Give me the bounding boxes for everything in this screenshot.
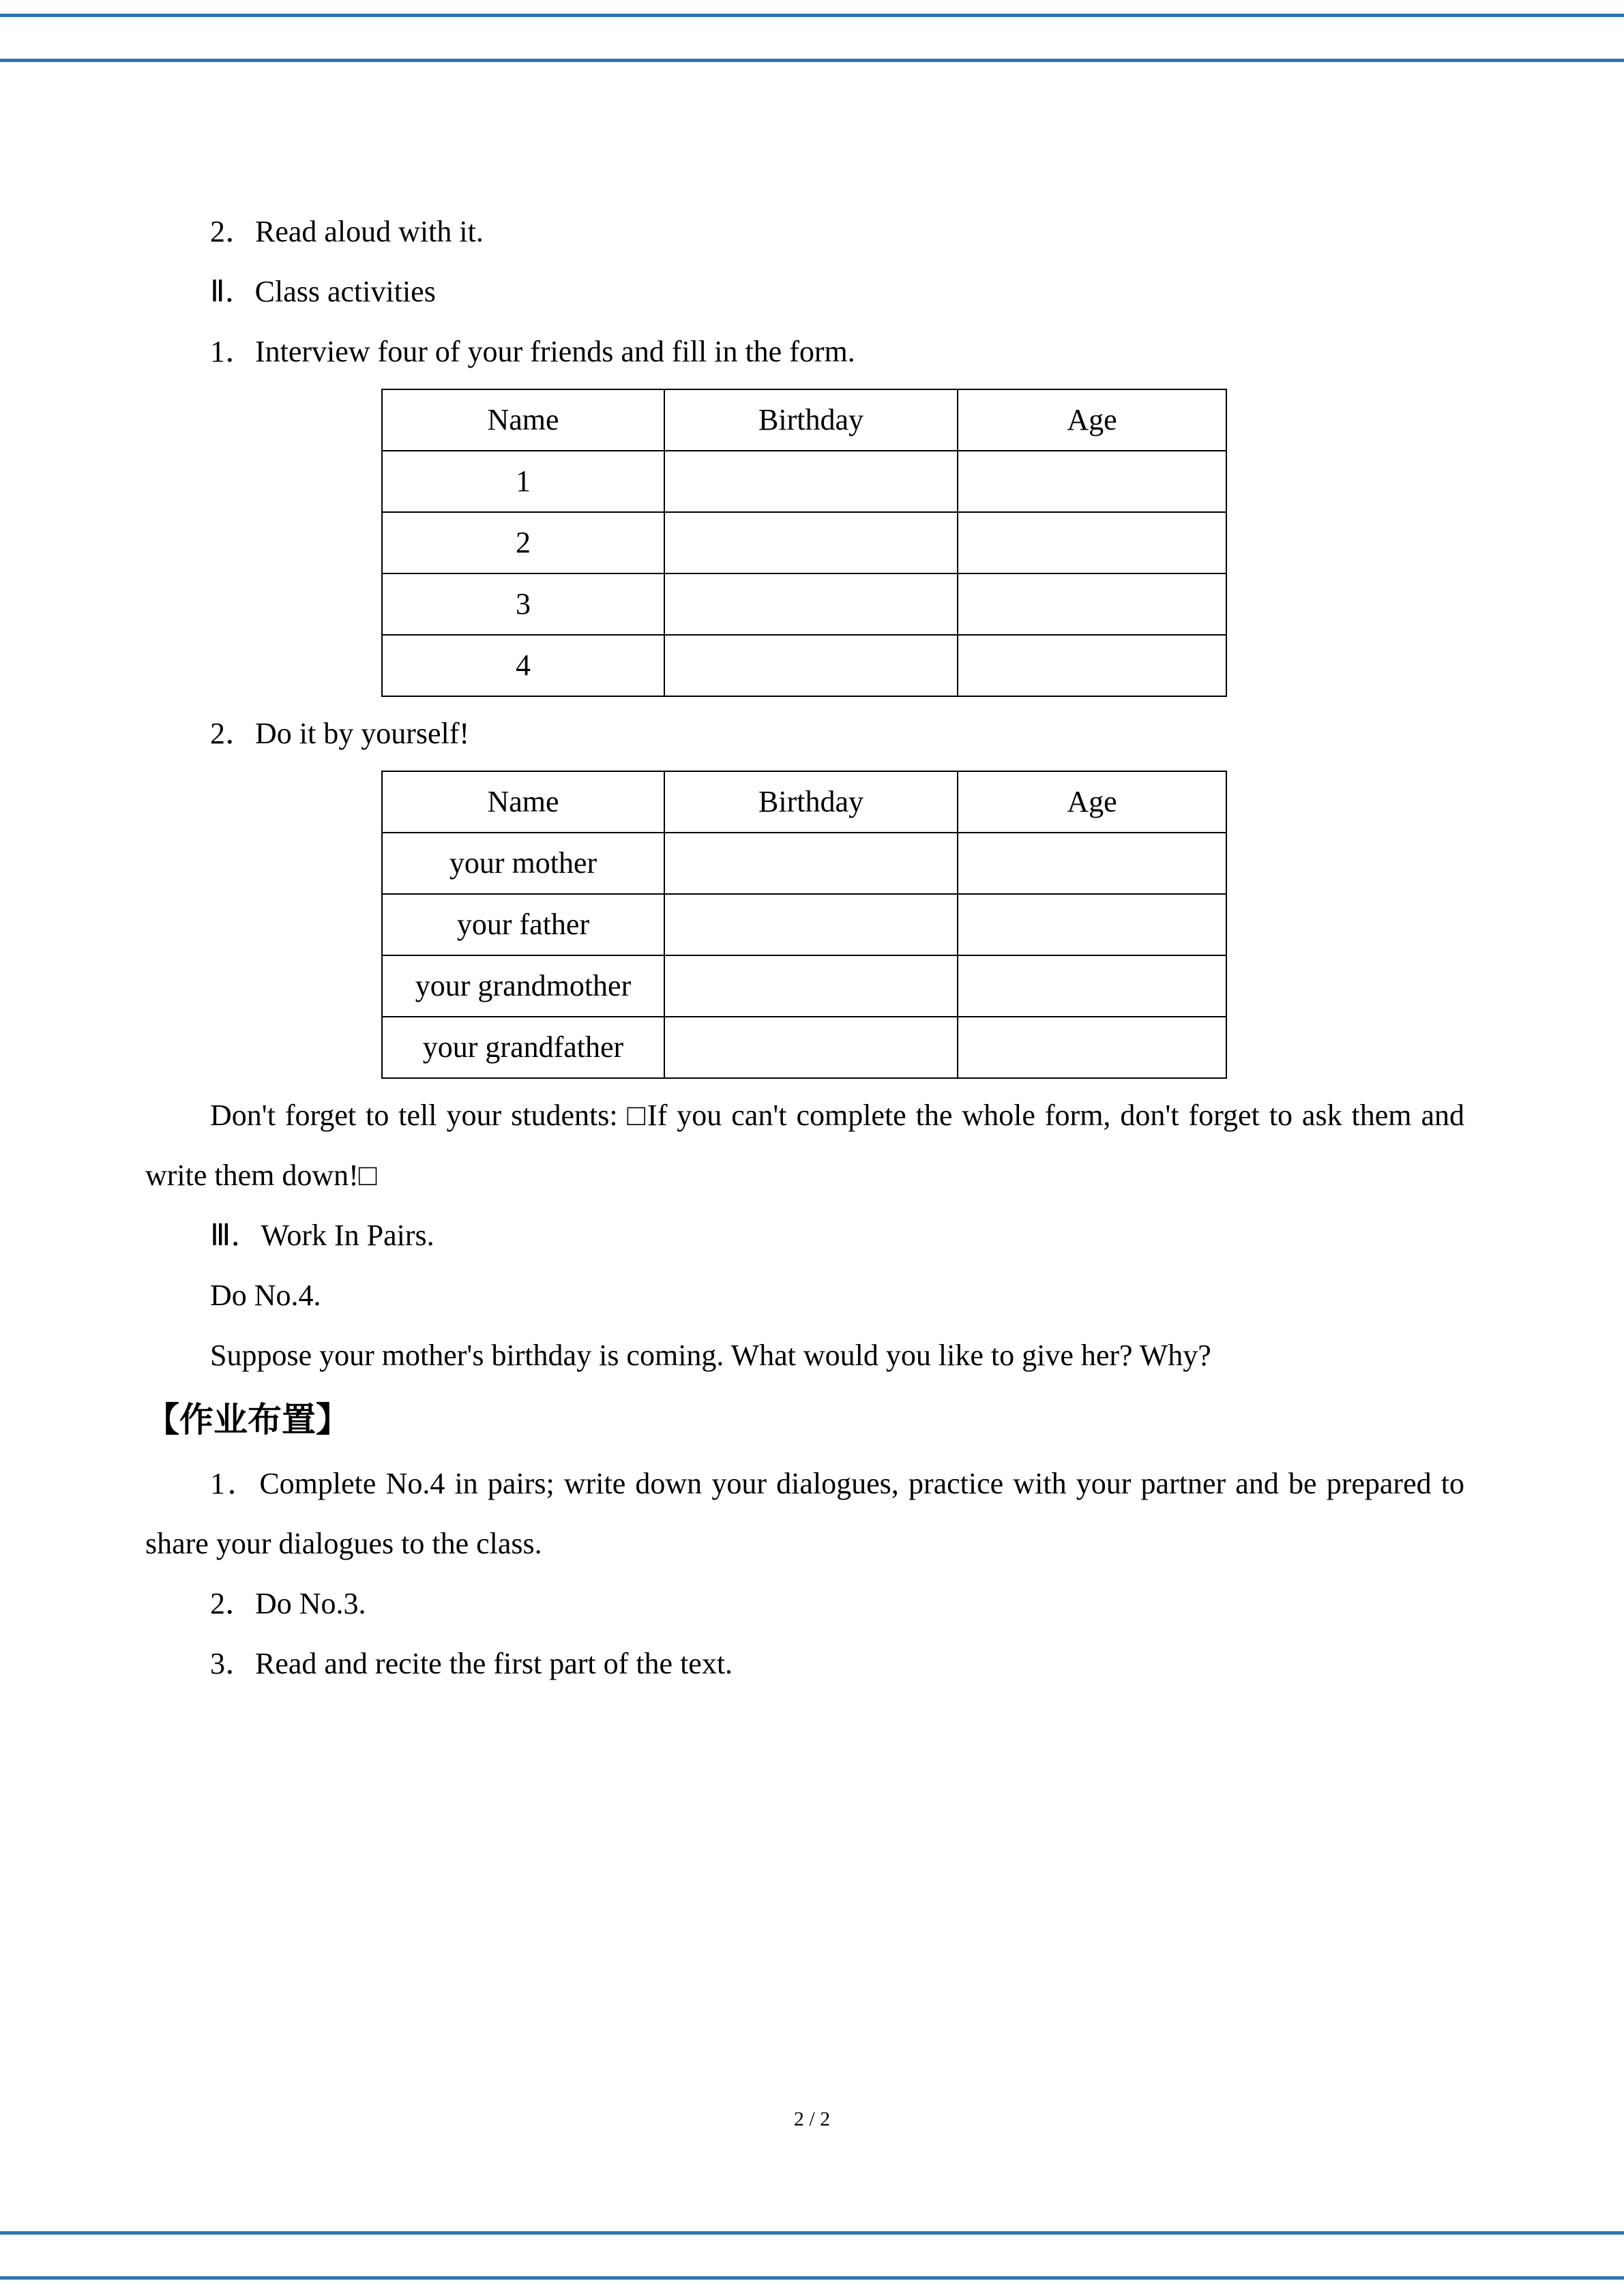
table-cell-empty	[664, 1017, 958, 1078]
text-line-interview-instruction: 1．Interview four of your friends and fill in the form.	[210, 335, 855, 368]
table-row	[382, 955, 1226, 1017]
table-cell-empty	[664, 894, 958, 955]
text-line-do-no4: Do No.4.	[210, 1279, 321, 1312]
table-cell-empty	[958, 1017, 1226, 1078]
table-header-birthday: Birthday	[664, 771, 958, 833]
bottom-border-line-2	[0, 2276, 1624, 2280]
table-cell-label: 1	[382, 451, 664, 512]
homework-assignment-heading: 【作业布置】	[145, 1400, 350, 1440]
table-row	[382, 451, 1226, 512]
table-header-row	[382, 389, 1226, 451]
table-cell-empty	[958, 635, 1226, 696]
section-heading-work-in-pairs: Ⅲ．Work In Pairs.	[210, 1219, 434, 1252]
text-line-read-aloud: 2．Read aloud with it.	[210, 215, 484, 248]
table-cell-empty	[664, 833, 958, 894]
table-row	[382, 894, 1226, 955]
text-line-do-it-yourself: 2．Do it by yourself!	[210, 717, 470, 750]
table-cell-empty	[958, 512, 1226, 573]
table-cell-label: 3	[382, 573, 664, 635]
top-border-line-1	[0, 14, 1624, 17]
text-line-homework-2: 2．Do No.3.	[210, 1587, 366, 1620]
family-form-table	[381, 771, 1227, 1079]
table-row	[382, 635, 1226, 696]
table-cell-empty	[664, 573, 958, 635]
table-cell-empty	[958, 955, 1226, 1017]
table-header-age: Age	[958, 771, 1226, 833]
section-heading-class-activities: Ⅱ．Class activities	[210, 275, 436, 308]
table-cell-empty	[958, 833, 1226, 894]
top-border-line-2	[0, 59, 1624, 62]
table-header-birthday: Birthday	[664, 389, 958, 451]
table-cell-label: 2	[382, 512, 664, 573]
bottom-border-line-1	[0, 2231, 1624, 2235]
table-cell-empty	[958, 451, 1226, 512]
table-header-age: Age	[958, 389, 1226, 451]
table-header-row	[382, 771, 1226, 833]
table-cell-empty	[664, 512, 958, 573]
table-cell-label: your father	[382, 894, 664, 955]
document-body	[145, 202, 1464, 1694]
table-cell-empty	[664, 955, 958, 1017]
text-line-suppose-question: Suppose your mother's birthday is coming. What would you like to give her? Why?	[210, 1339, 1211, 1372]
table-row	[382, 833, 1226, 894]
table-cell-empty	[958, 573, 1226, 635]
table-row	[382, 573, 1226, 635]
text-line-homework-3: 3．Read and recite the first part of the text.	[210, 1647, 733, 1680]
table-cell-empty	[664, 451, 958, 512]
table-cell-label: your mother	[382, 833, 664, 894]
table-cell-label: your grandfather	[382, 1017, 664, 1078]
table-header-name: Name	[382, 389, 664, 451]
table-cell-label: your grandmother	[382, 955, 664, 1017]
table-cell-label: 4	[382, 635, 664, 696]
table-cell-empty	[664, 635, 958, 696]
table-header-name: Name	[382, 771, 664, 833]
interview-form-table	[381, 389, 1227, 697]
page-number: 2 / 2	[793, 2108, 831, 2130]
table-row	[382, 512, 1226, 573]
table-row	[382, 1017, 1226, 1078]
table-cell-empty	[958, 894, 1226, 955]
paragraph-homework-1: 1．Complete No.4 in pairs; write down your dialogues, practice with your partner and be prepared to share your dialogues to the class.	[145, 1467, 1464, 1560]
paragraph-teacher-note: Don't forget to tell your students: □If you can't complete the whole form, don't forget to ask them and write them down!□	[145, 1099, 1464, 1192]
